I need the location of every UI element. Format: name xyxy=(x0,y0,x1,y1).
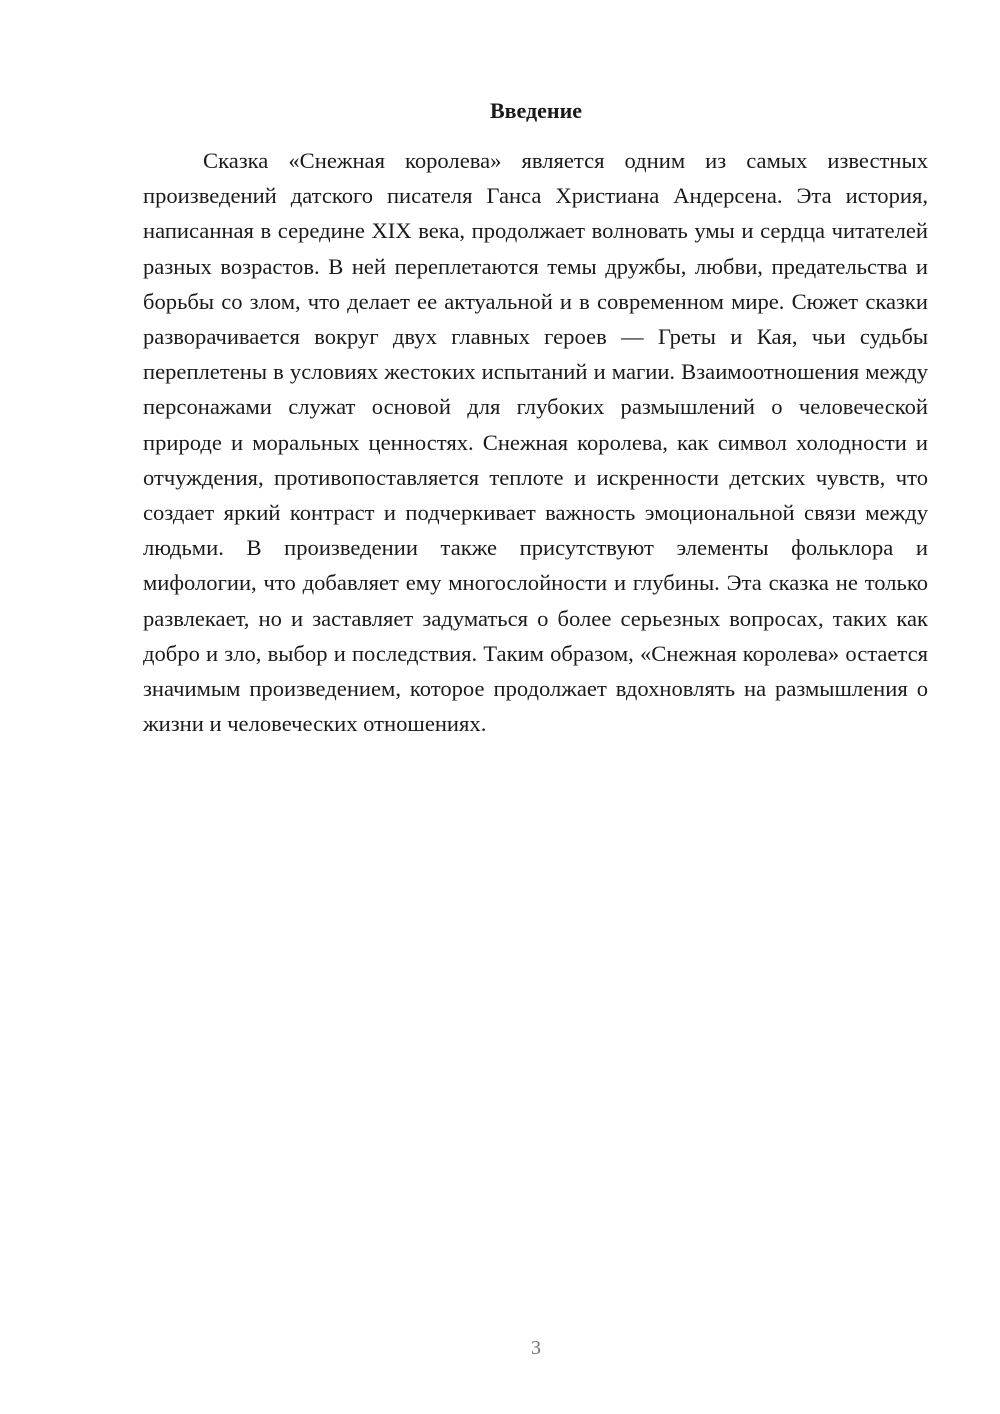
body-paragraph: Сказка «Снежная королева» является одним из самых известных произведений датского писателя Ганса Христиана Андерсена. Эта история, написанная в середине XIX века, продолжает волновать умы и сердца читателей разных возрастов. В ней переплетаются темы дружбы, любви, предательства и борьбы со злом, что делает ее актуальной и в современном мире. Сюжет сказки разворачивается вокруг двух главных героев — Греты и Кая, чьи судьбы переплетены в условиях жестоких испытаний и магии. Взаимоотношения между персонажами служат основой для глубоких размышлений о человеческой природе и моральных ценностях. Снежная королева, как символ холодности и отчуждения, противопоставляется теплоте и искренности детских чувств, что создает яркий контраст и подчеркивает важность эмоциональной связи между людьми. В произведении также присутствуют элементы фольклора и мифологии, что добавляет ему многослойности и глубины. Эта сказка не только развлекает, но и заставляет задуматься о более серьезных вопросах, таких как добро и зло, выбор и последствия. Таким образом, «Снежная королева» остается значимым произведением, которое продолжает вдохновлять на размышления о жизни и человеческих отношениях. xyxy=(143,148,928,737)
section-heading: Введение xyxy=(489,98,583,123)
page-number: 3 xyxy=(531,1337,541,1359)
